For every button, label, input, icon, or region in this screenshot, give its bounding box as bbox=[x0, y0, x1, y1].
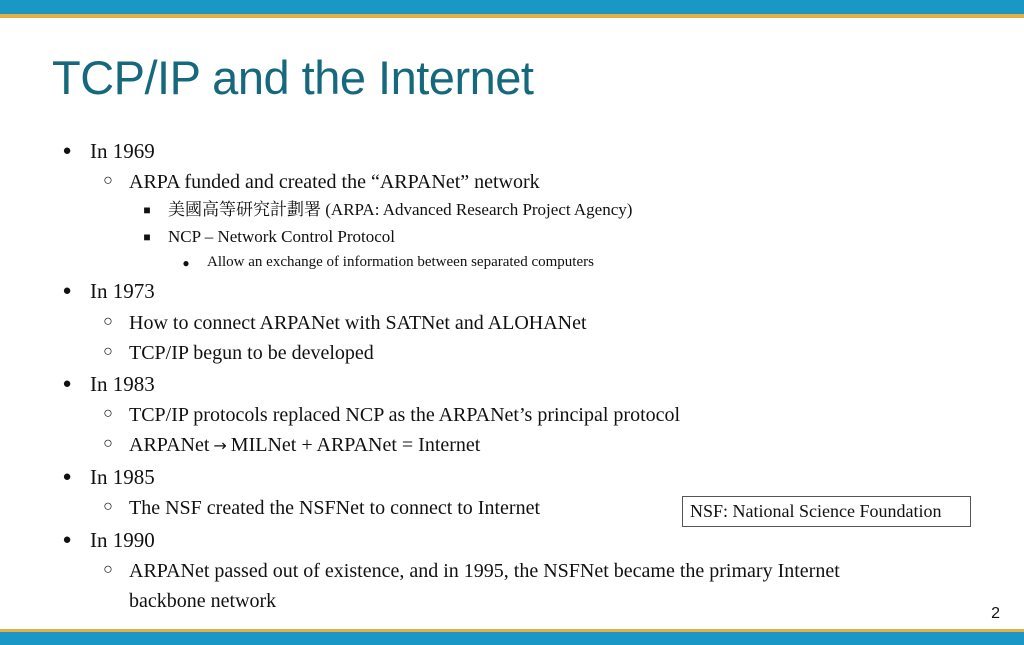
outline-subsubitem-text: NCP – Network Control Protocol bbox=[168, 227, 395, 246]
outline-subsubitem bbox=[143, 227, 395, 246]
bullet-square-icon: ■ bbox=[143, 230, 151, 244]
bullet-circle-icon: ○ bbox=[103, 498, 113, 515]
outline-subitem bbox=[103, 497, 540, 519]
outline-level4-item bbox=[182, 254, 594, 270]
bottom-accent-bar bbox=[0, 629, 1024, 645]
outline-level4-text: Allow an exchange of information between separated computers bbox=[207, 254, 594, 270]
outline-item-1969 bbox=[62, 139, 155, 163]
bullet-disc-icon: ● bbox=[62, 469, 72, 485]
bullet-disc-icon: ● bbox=[62, 283, 72, 299]
outline-subitem-continuation bbox=[129, 591, 276, 611]
bullet-circle-icon: ○ bbox=[103, 343, 113, 360]
outline-item-1973 bbox=[62, 279, 155, 303]
outline-subitem-text: ARPANet passed out of existence, and in 1995, the NSFNet became the primary Internet bbox=[129, 560, 840, 582]
slide-title: TCP/IP and the Internet bbox=[52, 51, 534, 104]
outline-subitem bbox=[103, 404, 681, 426]
outline-subitem-text: ARPA funded and created the “ARPANet” network bbox=[129, 171, 540, 193]
outline-subitem bbox=[103, 434, 481, 456]
outline-subsubitem bbox=[143, 200, 633, 219]
outline-item-text: In 1973 bbox=[90, 279, 155, 303]
bullet-circle-icon: ○ bbox=[103, 405, 113, 422]
bullet-disc-icon: ● bbox=[182, 256, 190, 270]
outline-subitem-text: MILNet + ARPANet = Internet bbox=[230, 434, 481, 456]
bullet-disc-icon: ● bbox=[62, 376, 72, 392]
bullet-circle-icon: ○ bbox=[103, 561, 113, 578]
bullet-square-icon: ■ bbox=[143, 203, 151, 217]
bullet-circle-icon: ○ bbox=[103, 172, 113, 189]
outline-subitem-text: TCP/IP begun to be developed bbox=[129, 342, 374, 364]
top-accent-bar bbox=[0, 0, 1024, 18]
outline-subitem-text: TCP/IP protocols replaced NCP as the ARPANet’s principal protocol bbox=[129, 404, 681, 426]
arrow-right-icon: → bbox=[213, 436, 227, 455]
outline-subitem-text: The NSF created the NSFNet to connect to Internet bbox=[129, 497, 540, 519]
bullet-circle-icon: ○ bbox=[103, 313, 113, 330]
outline-subitem-text: How to connect ARPANet with SATNet and ALOHANet bbox=[129, 312, 587, 334]
outline-item-text: In 1969 bbox=[90, 139, 155, 163]
outline-subitem bbox=[103, 342, 374, 364]
outline-item-1990 bbox=[62, 528, 155, 552]
outline-item-1985 bbox=[62, 465, 155, 489]
bullet-disc-icon: ● bbox=[62, 143, 72, 159]
outline-item-1983 bbox=[62, 372, 155, 396]
outline-subsubitem-text: 美國高等研究計劃署 (ARPA: Advanced Research Project Agency) bbox=[168, 200, 633, 219]
outline-subitem bbox=[103, 171, 540, 193]
outline-item-text: In 1985 bbox=[90, 465, 155, 489]
outline-item-text: In 1990 bbox=[90, 528, 155, 552]
nsf-callout-box: NSF: National Science Foundation bbox=[682, 496, 971, 527]
outline-subitem bbox=[103, 560, 840, 582]
outline-item-text: In 1983 bbox=[90, 372, 155, 396]
outline-subitem bbox=[103, 312, 587, 334]
bullet-circle-icon: ○ bbox=[103, 435, 113, 452]
bullet-disc-icon: ● bbox=[62, 532, 72, 548]
page-number: 2 bbox=[991, 605, 1000, 622]
outline-subitem-text: backbone network bbox=[129, 590, 277, 612]
outline-subitem-text: ARPANet bbox=[129, 434, 210, 456]
